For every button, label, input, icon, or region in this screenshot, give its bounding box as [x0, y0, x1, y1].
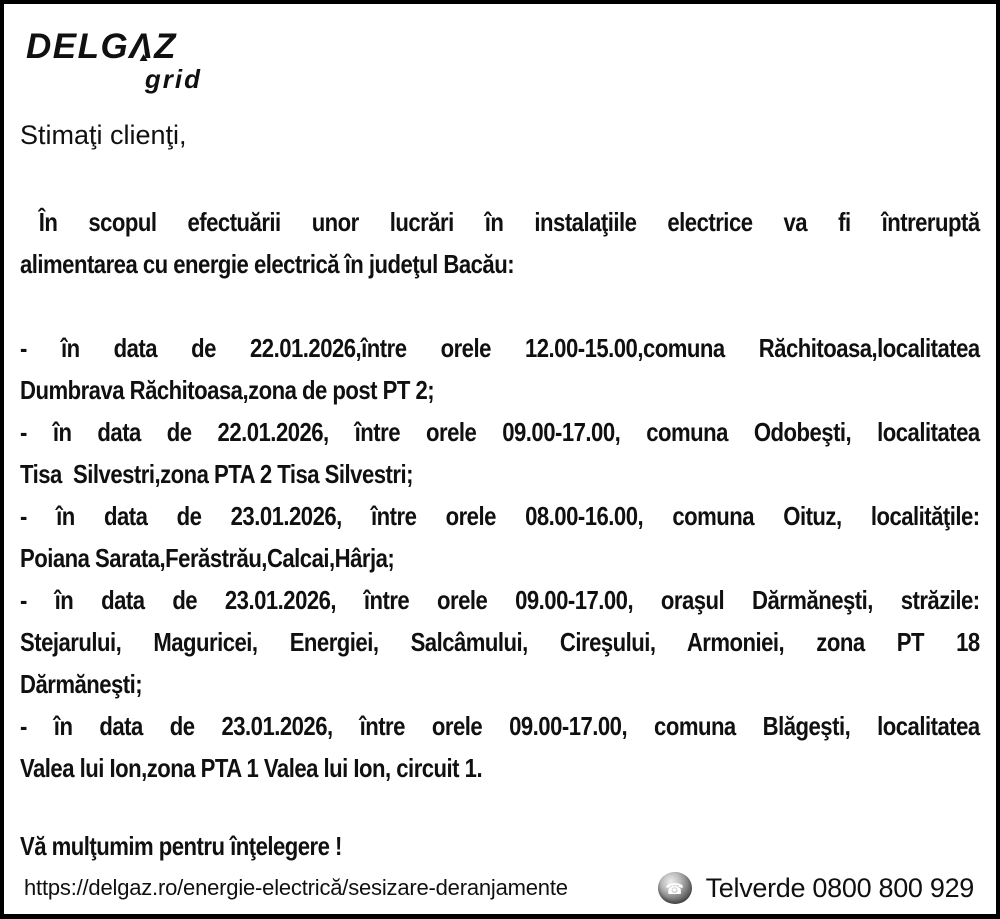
- outage-line: Valea lui Ion,zona PTA 1 Valea lui Ion, circuit 1.: [20, 753, 483, 783]
- outage-line: Poiana Sarata,Ferăstrău,Calcai,Hârja;: [20, 543, 395, 573]
- outage-line: - în data de 23.01.2026, între orele 09.00-17.00, comuna Blăgeşti, localitatea: [20, 711, 980, 741]
- logo-letter-a: Λ: [129, 27, 155, 66]
- delgaz-logo: [26, 28, 208, 92]
- outage-list: [20, 327, 980, 789]
- outage-entry: [20, 411, 980, 495]
- outage-entry: [20, 327, 980, 411]
- notice-body: [20, 201, 980, 867]
- telephone-icon: [658, 872, 692, 904]
- outage-entry: [20, 705, 980, 789]
- greeting: Stimaţi clienţi,: [20, 120, 187, 150]
- outage-line: - în data de 22.01.2026, între orele 09.00-17.00, comuna Odobeşti, localitatea: [20, 417, 980, 447]
- footer: [24, 872, 974, 904]
- phone-number: Telverde 0800 800 929: [705, 872, 974, 903]
- logo-text-prefix: DELG: [26, 27, 130, 66]
- outage-entry: [20, 495, 980, 579]
- outage-line: Dumbrava Răchitoasa,zona de post PT 2;: [20, 375, 435, 405]
- outage-line: - în data de 23.01.2026, între orele 08.00-16.00, comuna Oituz, localităţile:: [20, 501, 980, 531]
- intro-line: În scopul efectuării unor lucrări în instalaţiile electrice va fi întreruptă: [38, 207, 980, 237]
- logo-text-suffix: Z: [154, 27, 177, 66]
- outage-line: Stejarului, Maguricei, Energiei, Salcâmului, Cireşului, Armoniei, zona PT 18: [20, 627, 980, 657]
- outage-line: - în data de 22.01.2026,între orele 12.00-15.00,comuna Răchitoasa,localitatea: [20, 333, 980, 363]
- intro-line: alimentarea cu energie electrică în judeţul Bacău:: [20, 249, 515, 279]
- logo-subtitle: grid: [144, 64, 202, 94]
- outage-entry: [20, 579, 980, 705]
- outage-line: Tisa Silvestri,zona PTA 2 Tisa Silvestri;: [20, 459, 413, 489]
- phone-info: [658, 872, 974, 904]
- outage-line: - în data de 23.01.2026, între orele 09.00-17.00, oraşul Dărmăneşti, străzile:: [20, 585, 980, 615]
- telephone-glyph: ☎: [665, 880, 684, 898]
- outage-line: Dărmăneşti;: [20, 669, 143, 699]
- logo-a-triangle-icon: [139, 54, 147, 61]
- logo-wordmark: [26, 28, 208, 66]
- thanks-line: Vă mulţumim pentru înţelegere !: [20, 831, 342, 861]
- footer-url: https://delgaz.ro/energie-electrică/sesizare-deranjamente: [24, 875, 568, 900]
